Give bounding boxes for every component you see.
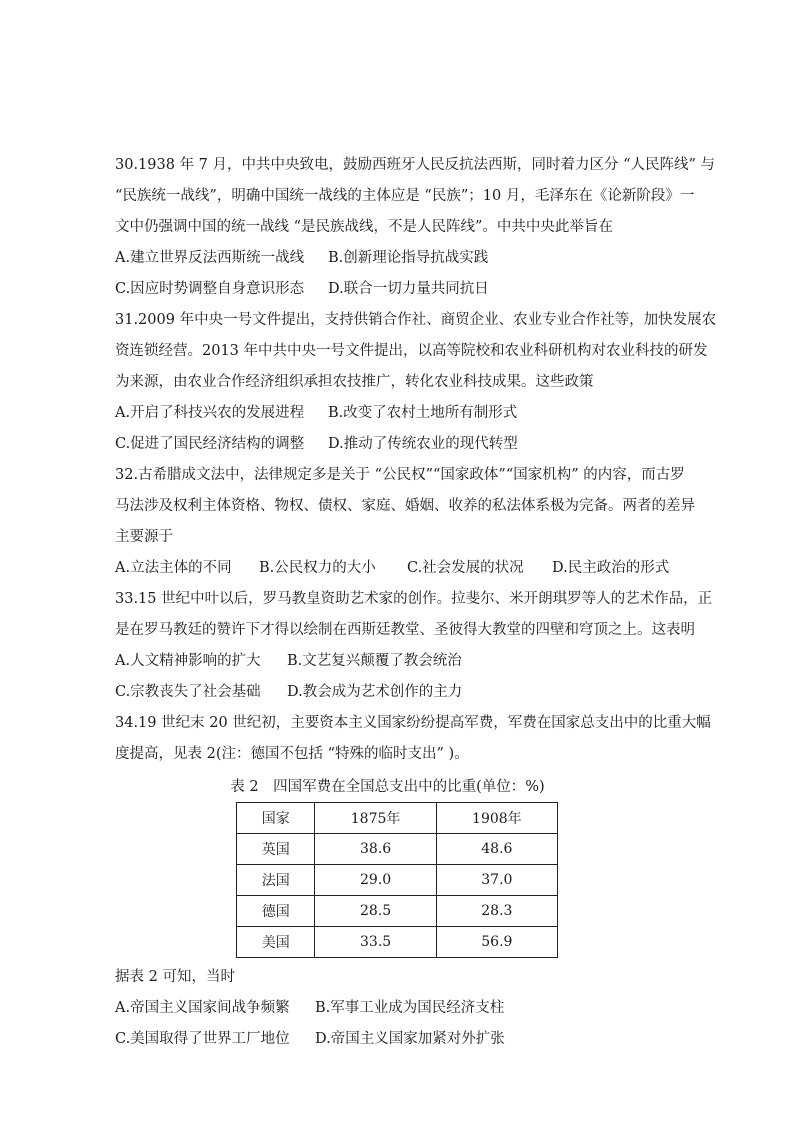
exam-page (115, 150, 717, 1055)
question-33-option-d[interactable]: D.教会成为艺术创作的主力 (287, 684, 463, 700)
question-30-options-row-1 (115, 243, 690, 274)
question-32-option-b[interactable]: B.公民权力的大小 (259, 560, 376, 576)
question-32-options-row (115, 553, 690, 584)
question-34-option-c[interactable]: C.美国取得了世界工厂地位 (115, 1031, 290, 1047)
question-32-stem-line-3: 主要源于 (115, 529, 173, 545)
question-30 (115, 150, 716, 305)
question-31-options-row-1 (115, 398, 690, 429)
table-cell-value: 56.9 (436, 927, 557, 958)
question-31 (115, 305, 717, 460)
question-31-option-c[interactable]: C.促进了国民经济结构的调整 (115, 436, 305, 452)
table-cell-value: 28.5 (315, 896, 436, 927)
question-33-option-c[interactable]: C.宗教丧失了社会基础 (115, 684, 261, 700)
table-cell-country: 法国 (237, 865, 315, 896)
question-31-stem-line-3: 为来源，由农业合作经济组织承担农技推广，转化农业科技成果。这些政策 (115, 374, 594, 390)
question-32-stem-line-2: 马法涉及权利主体资格、物权、债权、家庭、婚姻、收养的私法体系极为完备。两者的差异 (115, 498, 695, 514)
table-cell-value: 28.3 (436, 896, 557, 927)
table-header-country: 国家 (237, 803, 315, 834)
table-cell-country: 美国 (237, 927, 315, 958)
table-header-1875: 1875年 (315, 803, 436, 834)
table-cell-value: 33.5 (315, 927, 436, 958)
question-31-stem-line-2: 资连锁经营。2013 年中共中央一号文件提出，以高等院校和农业科研机构对农业科技的研发 (115, 343, 708, 359)
question-30-stem-line-2: “民族统一战线”，明确中国统一战线的主体应是 “民族”；10 月，毛泽东在《论新阶段》一 (115, 188, 695, 204)
table-cell-value: 29.0 (315, 865, 436, 896)
table-cell-country: 英国 (237, 834, 315, 865)
question-31-stem-line-1: 31.2009 年中央一号文件提出，支持供销合作社、商贸企业、农业专业合作社等，加快发展农 (115, 312, 717, 328)
question-31-option-d[interactable]: D.推动了传统农业的现代转型 (328, 436, 518, 452)
question-30-option-a[interactable]: A.建立世界反法西斯统一战线 (115, 250, 305, 266)
question-30-stem-line-1: 30.1938 年 7 月，中共中央致电，鼓励西班牙人民反抗法西斯，同时着力区分 “人民阵线” 与 (115, 157, 716, 173)
table-row (237, 865, 558, 896)
table-header-row (237, 803, 558, 834)
question-30-option-b[interactable]: B.创新理论指导抗战实践 (328, 250, 489, 266)
question-31-option-a[interactable]: A.开启了科技兴农的发展进程 (115, 405, 305, 421)
question-33 (115, 584, 713, 708)
question-30-option-c[interactable]: C.因应时势调整自身意识形态 (115, 281, 305, 297)
question-33-option-b[interactable]: B.文艺复兴颠覆了教会统治 (287, 653, 462, 669)
question-32-option-a[interactable]: A.立法主体的不同 (115, 560, 232, 576)
question-34-options-row-1 (115, 993, 690, 1024)
question-34 (115, 708, 711, 1055)
question-32 (115, 460, 695, 584)
question-34-stem-line-1: 34.19 世纪末 20 世纪初，主要资本主义国家纷纷提高军费，军费在国家总支出中的比重大幅 (115, 715, 711, 731)
table-cell-country: 德国 (237, 896, 315, 927)
question-33-option-a[interactable]: A.人文精神影响的扩大 (115, 653, 261, 669)
question-30-options-row-2 (115, 274, 690, 305)
question-32-stem-line-1: 32.古希腊成文法中，法律规定多是关于 “公民权”“国家政体”“国家机构” 的内容，而古罗 (115, 467, 685, 483)
question-34-option-a[interactable]: A.帝国主义国家间战争频繁 (115, 1000, 290, 1016)
table-2-caption: 表 2 四国军费在全国总支出中的比重(单位：%) (230, 779, 545, 795)
question-33-stem-line-1: 33.15 世纪中叶以后，罗马教皇资助艺术家的创作。拉斐尔、米开朗琪罗等人的艺术作品，正 (115, 591, 713, 607)
table-cell-value: 37.0 (436, 865, 557, 896)
question-34-option-b[interactable]: B.军事工业成为国民经济支柱 (315, 1000, 505, 1016)
table-cell-value: 48.6 (436, 834, 557, 865)
question-32-option-d[interactable]: D.民主政治的形式 (552, 560, 670, 576)
question-34-stem-after-table: 据表 2 可知，当时 (115, 969, 235, 985)
table-row (237, 927, 558, 958)
table-2-military-spending (236, 802, 558, 958)
question-34-option-d[interactable]: D.帝国主义国家加紧对外扩张 (315, 1031, 505, 1047)
question-31-options-row-2 (115, 429, 690, 460)
table-row (237, 834, 558, 865)
question-30-stem-line-3: 文中仍强调中国的统一战线 “是民族战线，不是人民阵线”。中共中央此举旨在 (115, 219, 613, 235)
question-33-options-row-1 (115, 646, 690, 677)
table-cell-value: 38.6 (315, 834, 436, 865)
question-33-options-row-2 (115, 677, 690, 708)
question-33-stem-line-2: 是在罗马教廷的赞许下才得以绘制在西斯廷教堂、圣彼得大教堂的四壁和穹顶之上。这表明 (115, 622, 695, 638)
question-31-option-b[interactable]: B.改变了农村土地所有制形式 (328, 405, 518, 421)
question-34-options-row-2 (115, 1024, 690, 1055)
question-34-stem-line-2: 度提高，见表 2(注：德国不包括 “特殊的临时支出” )。 (115, 746, 469, 762)
question-30-option-d[interactable]: D.联合一切力量共同抗日 (328, 281, 489, 297)
table-header-1908: 1908年 (436, 803, 557, 834)
question-32-option-c[interactable]: C.社会发展的状况 (407, 560, 524, 576)
table-row (237, 896, 558, 927)
